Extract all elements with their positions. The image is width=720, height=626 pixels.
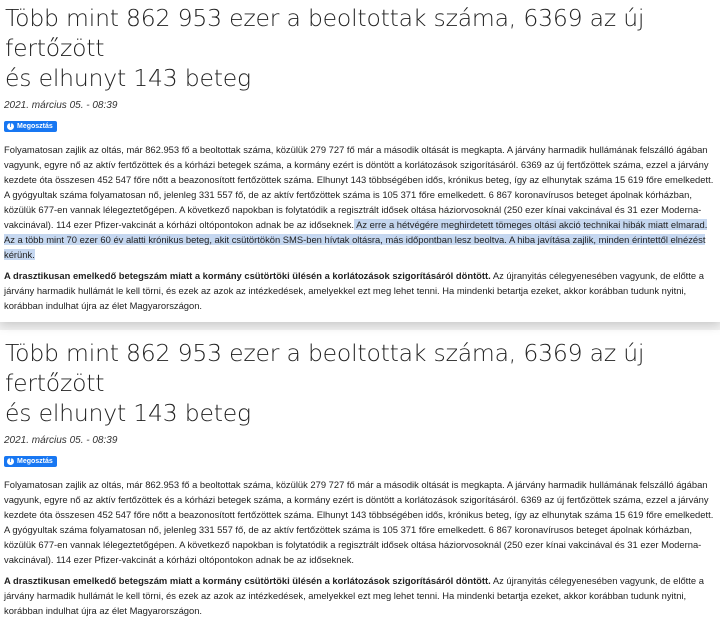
paragraph-1-main: Folyamatosan zajlik az oltás, már 862.953 fő a beoltottak száma, közülük 279 727 fő már a második oltását is megkapta. A járvány harmadik hullámának felszálló ágában vagyunk, egyre nő az aktív fertőzöttek és a kórházi betegek száma, a kormány ezért is döntött a korlátozások szigorításáról. 6369 az új fertőzöttek száma, ezzel a járvány kezdete óta összesen 452 547 főre nőtt a beazonosított fertőzöttek száma. Elhunyt 143 többségében idős, krónikus beteg, így az elhunytak száma 15 619 főre emelkedett. A gyógyultak száma folyamatosan nő, jelenleg 331 557 fő, de az aktív fertőzöttek száma is 105 371 főre emelkedett. 6 867 koronavírusos beteget ápolnak kórházban, közülük 677-en vannak lélegeztetőgépen. A következő napokban is folytatódik a regisztrált idősek oltása háziorvosoknál (250 ezer kínai vakcinával és 31 ezer Moderna-vakcinával). 114 ezer Pfizer-vakcinát a kórházi oltópontokon adnak be az időseknek. [4, 144, 714, 230]
article-date: 2021. március 05. - 08:39 [4, 100, 118, 111]
selected-text[interactable]: Az erre a hétvégére meghirdetett tömeges oltási akció technikai hibák miatt elmarad. Az a több mint 70 ezer 60 év alatti krónikus beteg, akit csütörtökön SMS-ben hívtak oltásra, más időpontban lesz beoltva. A hiba javítása zajlik, minden érintettől elnézést kérünk. [4, 219, 708, 260]
article-date: 2021. március 05. - 08:39 [4, 435, 118, 446]
facebook-share-button[interactable] [4, 121, 57, 132]
facebook-icon: f [7, 458, 14, 465]
title-line-1: Több mint 862 953 ezer a beoltottak száma, 6369 az új fertőzött [5, 4, 645, 62]
article-bottom [0, 330, 720, 626]
paragraph-2-bold: A drasztikusan emelkedő betegszám miatt a kormány csütörtöki ülésén a korlátozások szigorításáról döntött. [4, 270, 491, 281]
paragraph-1 [4, 142, 716, 262]
paragraph-2-rest: Az újranyitás célegyenesében vagyunk, de előtte a járvány harmadik hullámát le kell törni, és ezek az azok az intézkedések, amelyekkel ezt meg lehet tenni. Ha mindenki betartja ezeket, akkor korábban tudunk nyitni, korábban indulhat újra az élet Magyarországon. [4, 575, 704, 616]
paragraph-2-bold: A drasztikusan emelkedő betegszám miatt a kormány csütörtöki ülésén a korlátozások szigorításáról döntött. [4, 575, 491, 586]
title-line-2: és elhunyt 143 beteg [5, 64, 251, 92]
paragraph-2 [4, 573, 716, 618]
title-line-2: és elhunyt 143 beteg [5, 399, 251, 427]
article-title [4, 330, 716, 428]
facebook-share-button[interactable] [4, 456, 57, 467]
paragraph-2 [4, 268, 716, 313]
article-title [4, 0, 716, 93]
share-label: Megosztás [17, 458, 53, 465]
share-label: Megosztás [17, 123, 53, 130]
paragraph-1-main: Folyamatosan zajlik az oltás, már 862.953 fő a beoltottak száma, közülük 279 727 fő már a második oltását is megkapta. A járvány harmadik hullámának felszálló ágában vagyunk, egyre nő az aktív fertőzöttek és a kórházi betegek száma, a kormány ezért is döntött a korlátozások szigorításáról. 6369 az új fertőzöttek száma, ezzel a járvány kezdete óta összesen 452 547 főre nőtt a beazonosított fertőzöttek száma. Elhunyt 143 többségében idős, krónikus beteg, így az elhunytak száma 15 619 főre emelkedett. A gyógyultak száma folyamatosan nő, jelenleg 331 557 fő, de az aktív fertőzöttek száma is 105 371 főre emelkedett. 6 867 koronavírusos beteget ápolnak kórházban, közülük 677-en vannak lélegeztetőgépen. A következő napokban is folytatódik a regisztrált idősek oltása háziorvosoknál (250 ezer kínai vakcinával és 31 ezer Moderna-vakcinával). 114 ezer Pfizer-vakcinát a kórházi oltópontokon adnak be az időseknek. [4, 479, 714, 565]
paragraph-2-rest: Az újranyitás célegyenesében vagyunk, de előtte a járvány harmadik hullámát le kell törni, és ezek az azok az intézkedések, amelyekkel ezt meg lehet tenni. Ha mindenki betartja ezeket, akkor korábban tudunk nyitni, korábban indulhat újra az élet Magyarországon. [4, 270, 704, 311]
title-line-1: Több mint 862 953 ezer a beoltottak száma, 6369 az új fertőzött [5, 339, 645, 397]
facebook-icon: f [7, 123, 14, 130]
paragraph-1 [4, 477, 716, 567]
